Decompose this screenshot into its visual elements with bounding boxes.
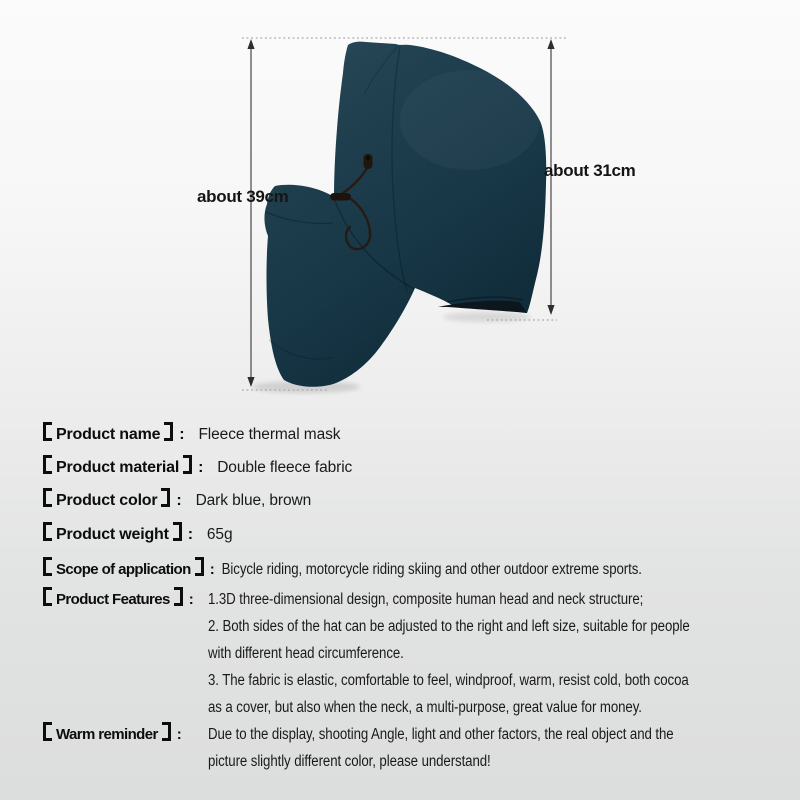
colon: :	[188, 591, 194, 608]
bracket-open-icon	[43, 722, 52, 741]
arrowhead-down-icon	[247, 377, 254, 387]
spec-value: Bicycle riding, motorcycle riding skiing and other outdoor extreme sports.	[221, 561, 642, 578]
bracket-close-icon	[164, 422, 173, 441]
colon: :	[176, 726, 182, 743]
fabric-sheen	[400, 70, 540, 170]
colon: :	[198, 459, 204, 476]
bracket-close-icon	[183, 455, 192, 474]
bracket-close-icon	[195, 557, 204, 576]
width-dimension-label: about 31cm	[544, 161, 636, 180]
cord-stopper-hole	[366, 156, 370, 160]
spec-row-product-material	[43, 454, 352, 481]
spec-row-product-features	[43, 586, 771, 721]
bracket-open-icon	[43, 522, 52, 541]
bracket-open-icon	[43, 557, 52, 576]
colon: :	[187, 526, 193, 543]
bracket-open-icon	[43, 455, 52, 474]
spec-row-product-color	[43, 487, 311, 514]
spec-label: Product color :	[43, 487, 182, 514]
colon: :	[176, 492, 182, 509]
bracket-open-icon	[43, 422, 52, 441]
arrowhead-down-icon	[547, 305, 554, 315]
spec-label: Scope of application :	[43, 556, 208, 583]
spec-row-warm-reminder	[43, 721, 753, 775]
bracket-close-icon	[173, 522, 182, 541]
spec-label: Product material :	[43, 454, 203, 481]
spec-row-product-name	[43, 421, 340, 448]
colon: :	[209, 561, 215, 578]
cord-lock	[330, 193, 351, 201]
height-dimension-label: about 39cm	[197, 187, 289, 206]
bracket-open-icon	[43, 488, 52, 507]
spec-value: Due to the display, shooting Angle, light and other factors, the real object and the picture slightly different color, please understand!	[208, 726, 674, 770]
arrowhead-up-icon	[247, 39, 254, 49]
bracket-close-icon	[162, 722, 171, 741]
spec-label: Product Features :	[43, 586, 208, 613]
spec-value: 65g	[206, 526, 233, 543]
bracket-close-icon	[174, 587, 183, 606]
spec-value: 1.3D three-dimensional design, composite human head and neck structure; 2. Both sides of the hat can be adjusted to the right and left size, suitable for people with different head circumference. 3. The fabric is elastic, comfortable to feel, windproof, warm, resist cold, both cocoa as a cover, but also when the neck, a multi-purpose, great value for money.	[208, 591, 690, 716]
spec-label: Warm reminder :	[43, 721, 208, 748]
spec-value: Double fleece fabric	[217, 459, 353, 476]
arrowhead-up-icon	[547, 39, 554, 49]
spec-row-product-weight	[43, 521, 232, 548]
spec-label: Product name :	[43, 421, 184, 448]
spec-value: Fleece thermal mask	[198, 426, 341, 443]
spec-row-scope-of-application	[43, 556, 715, 583]
spec-label: Product weight :	[43, 521, 193, 548]
bracket-open-icon	[43, 587, 52, 606]
spec-value: Dark blue, brown	[195, 492, 312, 509]
bracket-close-icon	[161, 488, 170, 507]
colon: :	[179, 426, 185, 443]
